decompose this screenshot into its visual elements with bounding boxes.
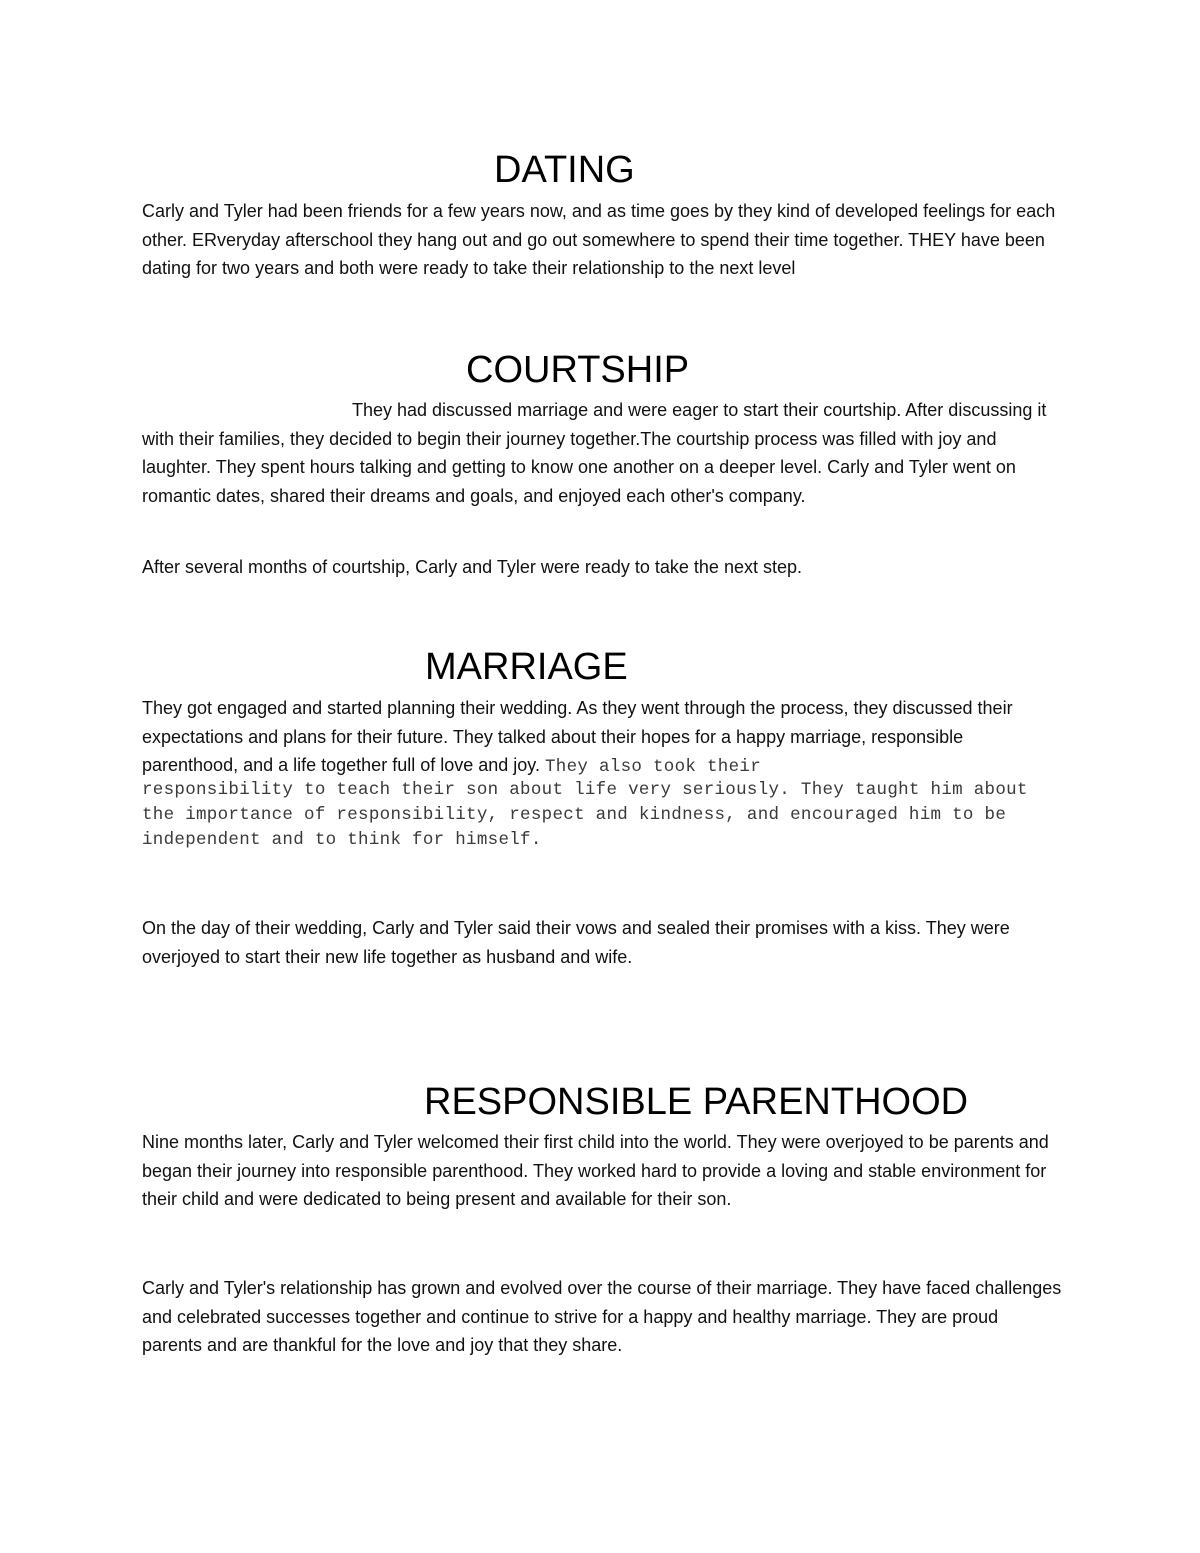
paragraph-dating: Carly and Tyler had been friends for a few years now, and as time goes by they kind of developed feelings for each other. ERveryday afterschool they hang out and go out somewhere to spend their time together. THEY have been dating for two years and both were ready to take their relationship to the next level — [142, 201, 1056, 278]
paragraph-courtship-2: After several months of courtship, Carly and Tyler were ready to take the next step. — [142, 557, 802, 577]
heading-marriage: MARRIAGE — [425, 646, 628, 688]
paragraph-parenthood-2: Carly and Tyler's relationship has grown and evolved over the course of their marriage. They have faced challenges and celebrated successes together and continue to strive for a happy and healthy marriage. They are proud parents and are thankful for the love and joy that they share. — [142, 1278, 1062, 1355]
paragraph-marriage-2: On the day of their wedding, Carly and Tyler said their vows and sealed their promises with a kiss. They were overjoyed to start their new life together as husband and wife. — [142, 918, 1010, 967]
paragraph-parenthood-1: Nine months later, Carly and Tyler welcomed their first child into the world. They were overjoyed to be parents and began their journey into responsible parenthood. They worked hard to provide a loving and stable environment for their child and were dedicated to being present and available for their son. — [142, 1132, 1049, 1209]
paragraph-marriage-1-mono: responsibility to teach their son about life very seriously. They taught him about the importance of responsibility, respect and kindness, and encouraged him to be independent and to think for himself. — [142, 780, 1028, 850]
heading-courtship: COURTSHIP — [466, 349, 690, 391]
paragraph-courtship-1 — [142, 396, 1062, 510]
paragraph-courtship-1-text: They had discussed marriage and were eager to start their courtship. After discussing it with their families, they decided to begin their journey together.The courtship process was filled with joy and laughter. They spent hours talking and getting to know one another on a deeper level. Carly and Tyler went on romantic dates, shared their dreams and goals, and enjoyed each other's company. — [142, 400, 1047, 506]
paragraph-marriage-1-mono-start: They also took their — [544, 757, 762, 777]
paragraph-marriage-1-sans: They got engaged and started planning their wedding. As they went through the process, they discussed their expectations and plans for their future. They talked about their hopes for a happy marriage, responsible parenthood, and a life together full of love and joy. — [142, 698, 1013, 775]
paragraph-marriage-1 — [142, 694, 1062, 780]
heading-parenthood: RESPONSIBLE PARENTHOOD — [424, 1081, 969, 1123]
heading-dating: DATING — [494, 149, 635, 191]
